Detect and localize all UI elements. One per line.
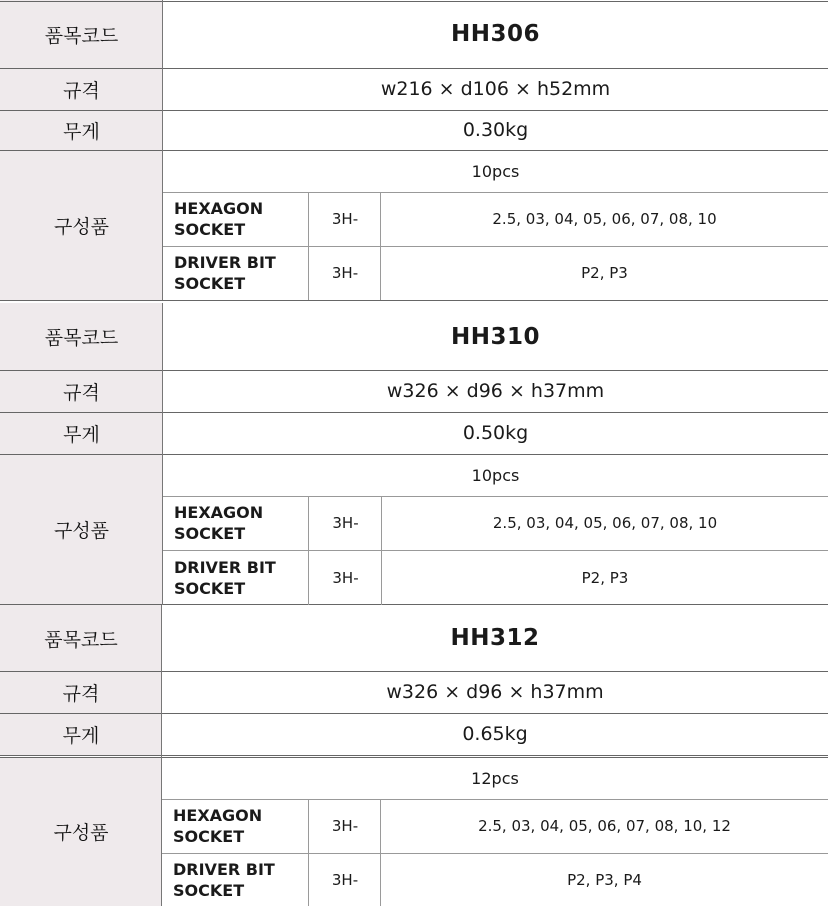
divider <box>162 799 828 800</box>
divider <box>0 412 828 413</box>
divider <box>380 192 381 300</box>
divider <box>162 0 163 300</box>
item-name-hexagon <box>162 799 309 853</box>
item-name-line1: DRIVER BIT <box>174 253 276 272</box>
divider <box>381 496 382 605</box>
divider <box>163 246 828 247</box>
divider <box>0 300 828 301</box>
item-name-line1: HEXAGON <box>174 503 264 522</box>
item-sizes: P2, P3 <box>381 246 828 300</box>
divider <box>380 799 381 906</box>
item-sizes: P2, P3, P4 <box>381 853 828 906</box>
divider <box>0 110 828 111</box>
divider <box>161 605 162 906</box>
item-name-line2: SOCKET <box>174 220 246 239</box>
item-name-line1: HEXAGON <box>173 806 263 825</box>
components-label: 구성품 <box>0 757 162 906</box>
spec-label: 규격 <box>0 370 163 412</box>
divider <box>162 303 163 605</box>
item-name-hexagon <box>163 192 309 246</box>
weight-label: 무게 <box>0 713 162 755</box>
item-name-driver-bit <box>163 550 309 605</box>
spec-value: w216 × d106 × h52mm <box>163 68 828 110</box>
divider <box>308 192 309 300</box>
divider <box>162 853 828 854</box>
item-name-hexagon <box>163 496 309 550</box>
item-name-line2: SOCKET <box>174 578 246 598</box>
components-count: 12pcs <box>162 757 828 799</box>
components-count: 10pcs <box>163 150 828 192</box>
divider <box>308 496 309 605</box>
item-name-line2: SOCKET <box>174 524 246 543</box>
item-name-driver-bit <box>163 246 309 300</box>
item-sizes: 2.5, 03, 04, 05, 06, 07, 08, 10, 12 <box>381 799 828 853</box>
item-name-line2: SOCKET <box>173 827 245 846</box>
divider <box>0 370 828 371</box>
product-code: HH310 <box>163 303 828 370</box>
spec-label: 규격 <box>0 68 163 110</box>
spec-value: w326 × d96 × h37mm <box>162 671 828 713</box>
components-count: 10pcs <box>163 454 828 496</box>
item-sizes: 2.5, 03, 04, 05, 06, 07, 08, 10 <box>381 192 828 246</box>
product-code: HH306 <box>163 0 828 68</box>
divider <box>0 713 828 714</box>
item-prefix: 3H- <box>309 550 382 605</box>
item-prefix: 3H- <box>309 246 381 300</box>
spec-value: w326 × d96 × h37mm <box>163 370 828 412</box>
item-name-line2: SOCKET <box>174 274 246 293</box>
divider <box>0 150 828 151</box>
weight-value: 0.50kg <box>163 412 828 454</box>
product-code: HH312 <box>162 605 828 671</box>
divider <box>0 755 828 756</box>
code-label: 품목코드 <box>0 0 163 68</box>
weight-value: 0.65kg <box>162 713 828 755</box>
divider <box>0 68 828 69</box>
divider <box>163 496 828 497</box>
divider <box>0 454 828 455</box>
item-name-line2: SOCKET <box>173 880 245 900</box>
divider <box>308 799 309 906</box>
weight-label: 무게 <box>0 110 163 150</box>
code-label: 품목코드 <box>0 303 163 370</box>
item-sizes: P2, P3 <box>382 550 828 605</box>
item-name-line1: HEXAGON <box>174 199 264 218</box>
spec-label: 규격 <box>0 671 162 713</box>
item-name-line1: DRIVER BIT <box>174 557 276 577</box>
weight-label: 무게 <box>0 412 163 454</box>
components-label: 구성품 <box>0 150 163 300</box>
product-block-hh312 <box>0 605 828 906</box>
product-block-hh306 <box>0 0 828 300</box>
item-name-driver-bit <box>162 853 309 906</box>
divider <box>163 192 828 193</box>
divider <box>163 550 828 551</box>
weight-value: 0.30kg <box>163 110 828 150</box>
item-prefix: 3H- <box>309 496 382 550</box>
code-label: 품목코드 <box>0 605 162 671</box>
divider <box>0 1 828 2</box>
divider <box>0 671 828 672</box>
item-prefix: 3H- <box>309 192 381 246</box>
item-sizes: 2.5, 03, 04, 05, 06, 07, 08, 10 <box>382 496 828 550</box>
divider <box>0 757 828 758</box>
product-block-hh310 <box>0 303 828 605</box>
item-prefix: 3H- <box>309 799 381 853</box>
components-label: 구성품 <box>0 454 163 605</box>
item-prefix: 3H- <box>309 853 381 906</box>
item-name-line1: DRIVER BIT <box>173 859 275 879</box>
